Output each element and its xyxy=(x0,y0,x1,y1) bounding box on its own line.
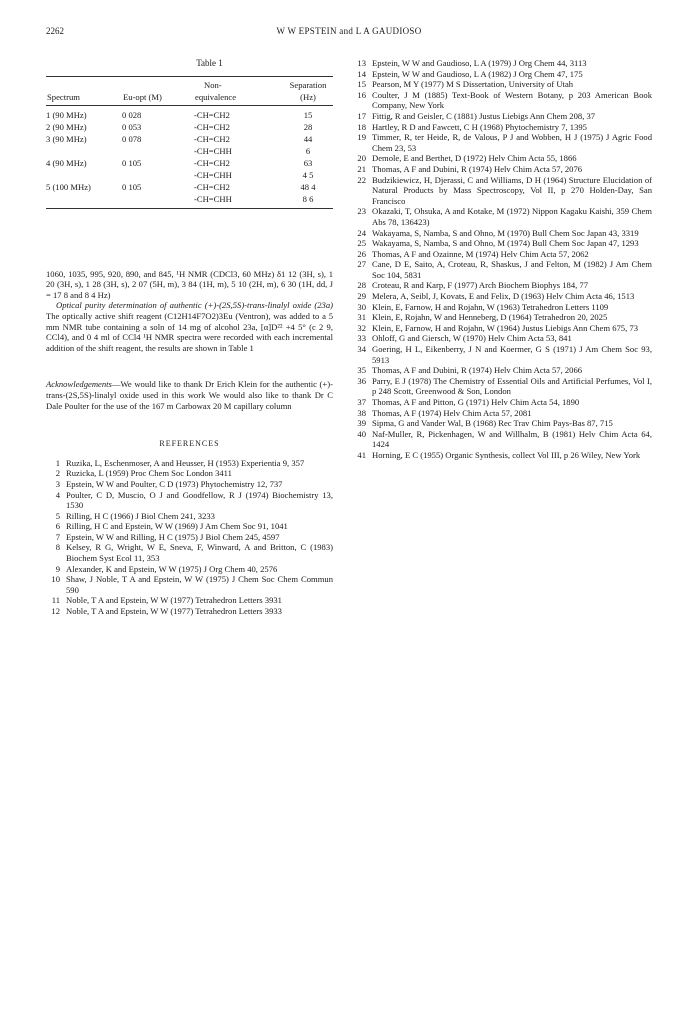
reference-number: 2 xyxy=(55,468,60,479)
table-header-separation-2: (Hz) xyxy=(283,91,333,106)
spectrum-cell xyxy=(46,169,122,181)
reference-item xyxy=(352,206,652,227)
reference-text: Klein, E, Rojahn, W and Henneberg, D (1964) Tetrahedron 20, 2025 xyxy=(372,312,608,323)
reference-text: Budzikiewicz, H, Djerassi, C and Williams, D H (1964) Structure Elucidation of Natural Products by Mass Spectroscopy, Vol II, p 270 Holden-Day, San Francisco xyxy=(372,174,652,206)
reference-number: 27 xyxy=(357,259,366,270)
table-header-eu-opt: Eu-opt (M) xyxy=(122,91,194,106)
nmr-shift-table xyxy=(46,76,333,209)
nonequivalence-cell: -CH=CH2 xyxy=(194,157,230,168)
table-row xyxy=(46,157,333,169)
reference-item xyxy=(46,490,333,511)
reference-text: Rilling, H C (1966) J Biol Chem 241, 3233 xyxy=(66,510,215,521)
reference-number: 41 xyxy=(357,449,366,460)
spectrum-cell: 4 (90 MHz) xyxy=(46,157,87,168)
reference-number: 7 xyxy=(55,531,60,542)
reference-text: Klein, E, Farnow, H and Rojahn, W (1963) Tetrahedron Letters 1109 xyxy=(372,301,609,312)
spectrum-cell xyxy=(46,145,122,157)
reference-item xyxy=(46,532,333,543)
experimental-text xyxy=(46,269,333,354)
reference-text: Poulter, C D, Muscio, O J and Goodfellow, R J (1974) Biochemistry 13, 1530 xyxy=(66,489,333,511)
table-row xyxy=(46,121,333,133)
separation-cell: 63 xyxy=(303,157,313,168)
references-heading: REFERENCES xyxy=(159,439,220,449)
reference-item xyxy=(352,175,652,207)
reference-item xyxy=(352,418,652,429)
reference-item xyxy=(352,408,652,419)
reference-number: 21 xyxy=(357,163,366,174)
reference-number: 10 xyxy=(51,574,60,585)
reference-text: Wakayama, S, Namba, S and Ohno, M (1974) Bull Chem Soc Japan 47, 1293 xyxy=(372,238,639,249)
reference-item xyxy=(352,153,652,164)
reference-number: 12 xyxy=(51,606,60,617)
eu-opt-cell xyxy=(122,193,194,209)
reference-item xyxy=(352,79,652,90)
reference-text: Thomas, A F and Pitton, G (1971) Helv Chim Acta 54, 1890 xyxy=(372,397,580,407)
table-header-spectrum-label: Spectrum xyxy=(46,91,122,106)
reference-number: 23 xyxy=(357,206,366,217)
reference-list-left xyxy=(46,458,333,617)
reference-text: Okazaki, T, Ohsuka, A and Kotake, M (1972) Nippon Kagaku Kaishi, 359 Chem Abs 78, 136423) xyxy=(372,206,652,227)
reference-text: Thomas, A F (1974) Helv Chim Acta 57, 2081 xyxy=(372,407,532,418)
separation-cell: 15 xyxy=(303,109,313,120)
table-body xyxy=(46,105,333,208)
spectrum-cell: 5 (100 MHz) xyxy=(46,181,91,192)
reference-text: Noble, T A and Epstein, W W (1977) Tetrahedron Letters 3931 xyxy=(66,595,282,606)
table-header-separation-1: Separation xyxy=(283,76,333,91)
reference-text: Kelsey, R G, Wright, W E, Sneva, F, Winward, A and Britton, C (1983) Biochem Syst Ecol 11, 353 xyxy=(66,542,333,564)
reference-number: 6 xyxy=(55,521,60,532)
nonequivalence-cell: -CH=CHH xyxy=(194,169,232,180)
reference-number: 18 xyxy=(357,121,366,132)
nonequivalence-cell: -CH=CH2 xyxy=(194,121,230,132)
reference-item xyxy=(352,90,652,111)
reference-number: 29 xyxy=(357,291,366,302)
reference-item xyxy=(46,574,333,595)
separation-cell: 48 4 xyxy=(300,181,316,192)
reference-item xyxy=(352,323,652,334)
reference-number: 17 xyxy=(357,110,366,121)
reference-item xyxy=(352,302,652,313)
reference-text: Klein, E, Farnow, H and Rojahn, W (1964) Justus Liebigs Ann Chem 675, 73 xyxy=(372,322,638,333)
reference-number: 1 xyxy=(55,457,60,468)
reference-text: Fittig, R and Geisler, C (1881) Justus Liebigs Ann Chem 208, 37 xyxy=(372,110,596,121)
reference-text: Thomas, A F and Dubini, R (1974) Helv Chim Acta 57, 2076 xyxy=(372,163,583,174)
acknowledgements-text: —We would like to thank Dr Erich Klein for the authentic (+)-trans-(2S,5S)-linalyl oxide used in this work We would also like to thank Dr C Dale Poulter for the use of the 167 m Carbowax 20 M capillary column xyxy=(46,379,333,411)
reference-text: Alexander, K and Epstein, W W (1975) J Org Chem 40, 2576 xyxy=(66,563,278,574)
reference-item xyxy=(352,132,652,153)
reference-item xyxy=(352,280,652,291)
separation-cell: 8 6 xyxy=(283,193,333,209)
reference-text: Timmer, R, ter Heide, R, de Valous, P J and Wobben, H J (1975) J Agric Food Chem 23, 53 xyxy=(372,132,652,153)
reference-number: 26 xyxy=(357,248,366,259)
reference-item xyxy=(352,450,652,461)
table-row xyxy=(46,169,333,181)
table-row xyxy=(46,181,333,193)
reference-text: Parry, E J (1978) The Chemistry of Essential Oils and Artificial Perfumes, Vol I, p 248 Scott, Greenwood & Son, London xyxy=(372,375,652,397)
reference-text: Coulter, J M (1885) Text-Book of Western Botany, p 203 American Book Company, New York xyxy=(372,89,652,111)
eu-opt-cell: 0 078 xyxy=(122,133,142,144)
reference-item xyxy=(46,468,333,479)
reference-number: 13 xyxy=(357,58,366,68)
reference-text: Ruzicka, L (1959) Proc Chem Soc London 3411 xyxy=(66,468,232,479)
reference-list-right xyxy=(352,58,652,461)
reference-number: 14 xyxy=(357,68,366,79)
reference-text: Ruzika, L, Eschenmoser, A and Heusser, H (1953) Experientia 9, 357 xyxy=(66,457,305,468)
eu-opt-cell: 0 105 xyxy=(122,181,142,192)
reference-item xyxy=(352,291,652,302)
reference-number: 5 xyxy=(55,510,60,521)
reference-text: Sipma, G and Vander Wal, B (1968) Rec Trav Chim Pays-Bas 87, 715 xyxy=(372,418,613,429)
reference-item xyxy=(352,69,652,80)
nonequivalence-cell: -CH=CH2 xyxy=(194,109,230,120)
nonequivalence-cell: -CH=CHH xyxy=(194,193,283,209)
reference-item xyxy=(46,479,333,490)
reference-number: 25 xyxy=(357,238,366,249)
reference-number: 33 xyxy=(357,333,366,344)
reference-text: Epstein, W W and Rilling, H C (1975) J Biol Chem 245, 4597 xyxy=(66,531,280,542)
table-row xyxy=(46,193,333,209)
reference-text: Horning, E C (1955) Organic Synthesis, collect Vol III, p 26 Wiley, New York xyxy=(372,449,641,460)
spectrum-cell xyxy=(46,193,122,209)
reference-text: Thomas, A F and Ozainne, M (1974) Helv Chim Acta 57, 2062 xyxy=(372,248,589,259)
nonequivalence-cell: -CH=CH2 xyxy=(194,181,230,192)
reference-number: 3 xyxy=(55,478,60,489)
reference-item xyxy=(352,429,652,450)
reference-text: Thomas, A F and Dubini, R (1974) Helv Chim Acta 57, 2066 xyxy=(372,365,583,376)
eu-opt-cell: 0 105 xyxy=(122,157,142,168)
table-row xyxy=(46,105,333,121)
reference-number: 24 xyxy=(357,227,366,238)
table-header-spectrum xyxy=(46,76,122,91)
nonequivalence-cell: -CH=CHH xyxy=(194,145,232,156)
reference-number: 30 xyxy=(357,301,366,312)
reference-item xyxy=(46,511,333,522)
reference-item xyxy=(352,344,652,365)
left-column xyxy=(46,58,333,617)
reference-number: 36 xyxy=(357,375,366,386)
separation-cell: 4 5 xyxy=(302,169,314,180)
reference-number: 9 xyxy=(55,563,60,574)
reference-text: Epstein, W W and Gaudioso, L A (1979) J Org Chem 44, 3113 xyxy=(372,58,587,68)
reference-text: Demole, E and Berthet, D (1972) Helv Chim Acta 55, 1866 xyxy=(372,153,577,164)
reference-number: 20 xyxy=(357,153,366,164)
reference-item xyxy=(46,595,333,606)
reference-text: Ohloff, G and Giersch, W (1970) Helv Chim Acta 53, 841 xyxy=(372,333,572,344)
acknowledgements-heading: Acknowledgements xyxy=(46,379,112,390)
reference-number: 38 xyxy=(357,407,366,418)
table-header-nonequiv-1: Non- xyxy=(194,76,283,91)
eu-opt-cell: 0 028 xyxy=(122,109,142,120)
reference-number: 34 xyxy=(357,344,366,355)
reference-text: Naf-Muller, R, Pickenhagen, W and Willhalm, B (1981) Helv Chim Acta 64, 1424 xyxy=(372,428,652,450)
reference-number: 40 xyxy=(357,428,366,439)
separation-cell: 44 xyxy=(303,133,313,144)
reference-number: 31 xyxy=(357,312,366,323)
reference-item xyxy=(352,333,652,344)
optical-purity-heading: Optical purity determination of authentic (+)-(2S,5S)-trans-linalyl oxide (23a) xyxy=(56,300,333,311)
reference-item xyxy=(46,542,333,563)
nonequivalence-cell: -CH=CH2 xyxy=(194,133,230,144)
running-head: W W EPSTEIN and L A GAUDIOSO xyxy=(276,26,422,36)
reference-text: Melera, A, Seibl, J, Kovats, E and Felix, D (1963) Helv Chim Acta 46, 1513 xyxy=(372,291,635,302)
table-header-nonequiv-2: equivalence xyxy=(194,91,283,106)
optical-purity-paragraph xyxy=(46,300,333,353)
reference-item xyxy=(352,376,652,397)
reference-text: Cane, D E, Saito, A, Croteau, R, Shaskus, J and Felton, M (1982) J Am Chem Soc 104, 5831 xyxy=(372,259,652,280)
page-header xyxy=(46,26,652,40)
reference-number: 22 xyxy=(357,174,366,185)
reference-number: 11 xyxy=(51,595,60,606)
spectrum-cell: 1 (90 MHz) xyxy=(46,109,87,120)
reference-text: Rilling, H C and Epstein, W W (1969) J Am Chem Soc 91, 1041 xyxy=(66,521,288,532)
spectrum-cell: 3 (90 MHz) xyxy=(46,133,87,144)
reference-number: 4 xyxy=(55,489,60,500)
reference-number: 39 xyxy=(357,418,366,429)
reference-number: 19 xyxy=(357,132,366,143)
reference-item xyxy=(352,111,652,122)
eu-opt-cell xyxy=(122,169,194,181)
reference-text: Goering, H L, Eikenberry, J N and Koermer, G S (1971) J Am Chem Soc 93, 5913 xyxy=(372,344,652,365)
reference-item xyxy=(352,228,652,239)
reference-text: Croteau, R and Karp, F (1977) Arch Biochem Biophys 184, 77 xyxy=(372,280,589,291)
reference-text: Noble, T A and Epstein, W W (1977) Tetrahedron Letters 3933 xyxy=(66,606,282,617)
table-row xyxy=(46,133,333,145)
reference-item xyxy=(352,397,652,408)
reference-item xyxy=(352,122,652,133)
reference-text: Wakayama, S, Namba, S and Ohno, M (1970) Bull Chem Soc Japan 43, 3319 xyxy=(372,227,639,238)
reference-text: Shaw, J Noble, T A and Epstein, W W (1975) J Chem Soc Chem Commun 590 xyxy=(66,574,333,595)
page-number: 2262 xyxy=(46,26,64,36)
reference-item xyxy=(46,564,333,575)
table-row xyxy=(46,145,333,157)
reference-item xyxy=(352,312,652,323)
reference-text: Epstein, W W and Gaudioso, L A (1982) J Org Chem 47, 175 xyxy=(372,68,583,79)
reference-item xyxy=(46,521,333,532)
reference-item xyxy=(352,249,652,260)
reference-item xyxy=(46,606,333,617)
reference-number: 15 xyxy=(357,79,366,90)
right-column xyxy=(352,58,652,461)
reference-item xyxy=(352,365,652,376)
table-title: Table 1 xyxy=(196,58,223,68)
eu-opt-cell: 0 053 xyxy=(122,121,142,132)
reference-number: 35 xyxy=(357,365,366,376)
reference-item xyxy=(352,164,652,175)
reference-number: 32 xyxy=(357,322,366,333)
reference-item xyxy=(352,238,652,249)
reference-text: Epstein, W W and Poulter, C D (1973) Phytochemistry 12, 737 xyxy=(66,478,283,489)
reference-number: 8 xyxy=(55,542,60,553)
reference-number: 28 xyxy=(357,280,366,291)
reference-number: 16 xyxy=(357,89,366,100)
nmr-data-paragraph: 1060, 1035, 995, 920, 890, and 845, ¹H NMR (CDCl3, 60 MHz) δ1 12 (3H, s), 1 20 (3H, s), 1 28 (3H, s), 2 07 (5H, m), 3 84 (1H, m), 5 10 (2H, m), 6 30 (1H, dd, J = 17 8 and 8 4 Hz) xyxy=(46,268,333,300)
reference-number: 37 xyxy=(357,397,366,407)
reference-item xyxy=(352,58,652,69)
optical-purity-text: The optically active shift reagent (C12H14F7O2)3Eu (Ventron), was added to a 5 mm NMR tube containing a soln of 14 mg of alcohol 23a, [α]D²² +4 5° (c 2 9, CCl4), and 0 4 ml of CCl4 ¹H NMR spectra were recorded with each incremental addition of the shift reagent, the results are shown in Table 1 xyxy=(46,310,333,353)
reference-text: Pearson, M Y (1977) M S Dissertation, University of Utah xyxy=(372,79,574,90)
reference-text: Hartley, R D and Fawcett, C H (1968) Phytochemistry 7, 1395 xyxy=(372,121,587,132)
spectrum-cell: 2 (90 MHz) xyxy=(46,121,87,132)
acknowledgements xyxy=(46,379,333,411)
eu-opt-cell xyxy=(122,145,194,157)
reference-item xyxy=(46,458,333,469)
separation-cell: 28 xyxy=(303,121,313,132)
separation-cell: 6 xyxy=(305,145,311,156)
reference-item xyxy=(352,259,652,280)
